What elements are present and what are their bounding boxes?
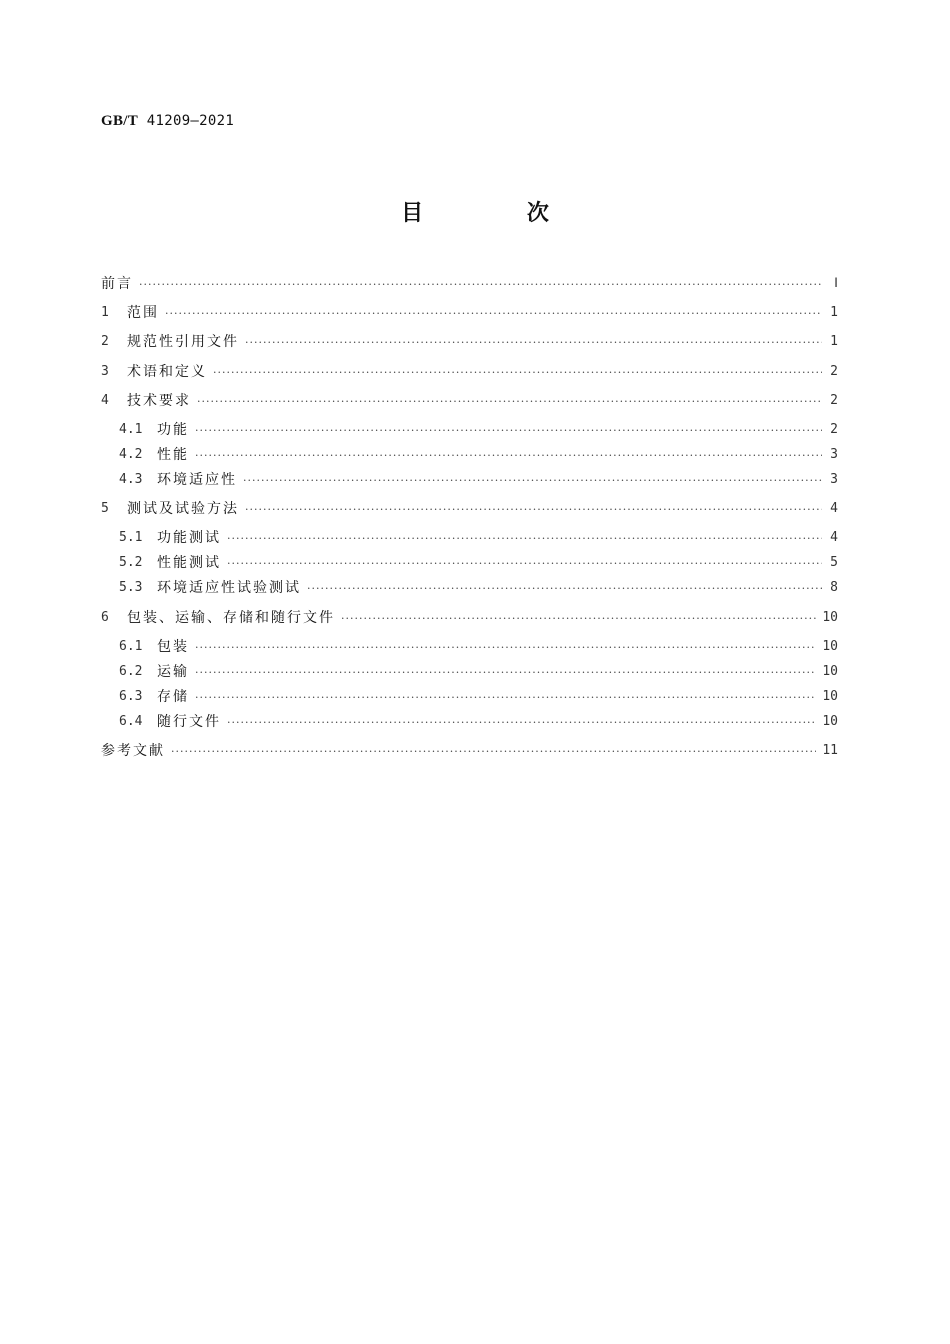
toc-entry-number: 4.3: [119, 471, 143, 487]
toc-entry[interactable]: [101, 416, 838, 442]
toc-entry[interactable]: [101, 658, 838, 684]
toc-entry-number: 6.3: [119, 688, 143, 704]
toc-entry[interactable]: [101, 441, 838, 467]
dot-leader: [213, 366, 822, 379]
page-title: 目 次: [401, 201, 597, 226]
toc-entry-page: 2: [830, 363, 838, 379]
dot-leader: [195, 691, 816, 704]
dot-leader: [243, 474, 822, 487]
toc-entry-page: 4: [830, 500, 838, 516]
toc-entry-label: 参考文献: [101, 743, 165, 759]
toc-entry-label: 包装、运输、存储和随行文件: [127, 610, 335, 626]
toc-entry[interactable]: [101, 549, 838, 575]
toc-entry-label: 性能测试: [157, 555, 221, 571]
toc-entry[interactable]: [101, 495, 838, 521]
dot-leader: [341, 612, 816, 625]
toc-entry-number: 2: [101, 333, 109, 349]
toc-entry[interactable]: [101, 358, 838, 384]
toc-entry-label: 存储: [157, 689, 189, 705]
toc-entry[interactable]: [101, 524, 838, 550]
toc-entry[interactable]: [101, 708, 838, 734]
dot-leader: [171, 745, 816, 758]
toc-entry-number: 5.3: [119, 579, 143, 595]
dot-leader: [245, 336, 822, 349]
toc-entry-page: 4: [830, 529, 838, 545]
dot-leader: [227, 557, 822, 570]
toc-entry[interactable]: [101, 604, 838, 630]
toc-entry-page: 2: [830, 421, 838, 437]
toc-entry-label: 随行文件: [157, 714, 221, 730]
toc-entry-number: 6.4: [119, 713, 143, 729]
toc-entry-label: 范围: [127, 305, 159, 321]
standard-prefix: GB/T: [101, 113, 139, 129]
toc-entry-number: 4.2: [119, 446, 143, 462]
toc-entry-label: 功能: [157, 422, 189, 438]
toc-entry-label: 包装: [157, 639, 189, 655]
toc-entry-label: 规范性引用文件: [127, 334, 239, 350]
standard-code: [101, 113, 234, 130]
dot-leader: [195, 424, 822, 437]
toc-entry-number: 6.1: [119, 638, 143, 654]
toc-entry-page: 10: [822, 688, 838, 704]
toc-entry-page: 10: [822, 609, 838, 625]
toc-entry-page: Ⅰ: [834, 275, 838, 291]
toc-entry[interactable]: [101, 299, 838, 325]
toc-entry-label: 环境适应性: [157, 472, 237, 488]
dot-leader: [195, 666, 816, 679]
toc-entry-number: 6.2: [119, 663, 143, 679]
toc-entry-label: 运输: [157, 664, 189, 680]
toc-entry[interactable]: [101, 387, 838, 413]
toc-entry-number: 1: [101, 304, 109, 320]
toc-entry-number: 6: [101, 609, 109, 625]
dot-leader: [195, 449, 822, 462]
toc-entry-label: 性能: [157, 447, 189, 463]
toc-entry-page: 11: [822, 742, 838, 758]
toc-entry-label: 测试及试验方法: [127, 501, 239, 517]
toc-entry-number: 3: [101, 363, 109, 379]
toc-entry-number: 4.1: [119, 421, 143, 437]
standard-number: 41209—2021: [146, 113, 235, 129]
toc-entry-label: 功能测试: [157, 530, 221, 546]
dot-leader: [227, 532, 822, 545]
toc-entry[interactable]: [101, 683, 838, 709]
toc-entry[interactable]: [101, 328, 838, 354]
dot-leader: [227, 716, 816, 729]
toc-entry[interactable]: [101, 466, 838, 492]
dot-leader: [245, 503, 822, 516]
toc-entry[interactable]: [101, 737, 838, 763]
toc-entry-page: 1: [830, 333, 838, 349]
toc-entry[interactable]: [101, 574, 838, 600]
toc-entry-page: 8: [830, 579, 838, 595]
toc-entry-page: 10: [822, 663, 838, 679]
toc-entry-page: 3: [830, 446, 838, 462]
toc-entry-number: 5.1: [119, 529, 143, 545]
dot-leader: [139, 278, 822, 291]
toc-entry-label: 术语和定义: [127, 364, 207, 380]
toc-entry-number: 4: [101, 392, 109, 408]
toc-entry-label: 技术要求: [127, 393, 191, 409]
toc-entry-page: 1: [830, 304, 838, 320]
toc-entry-label: 前言: [101, 276, 133, 292]
toc-entry-label: 环境适应性试验测试: [157, 580, 301, 596]
toc-entry-page: 5: [830, 554, 838, 570]
dot-leader: [195, 641, 816, 654]
toc-entry[interactable]: [101, 270, 838, 296]
toc-entry-page: 2: [830, 392, 838, 408]
toc-entry-page: 10: [822, 713, 838, 729]
dot-leader: [197, 395, 822, 408]
toc-entry-number: 5.2: [119, 554, 143, 570]
toc-entry-page: 3: [830, 471, 838, 487]
dot-leader: [307, 582, 822, 595]
toc-entry-page: 10: [822, 638, 838, 654]
toc-entry-number: 5: [101, 500, 109, 516]
toc-entry[interactable]: [101, 633, 838, 659]
dot-leader: [165, 307, 822, 320]
